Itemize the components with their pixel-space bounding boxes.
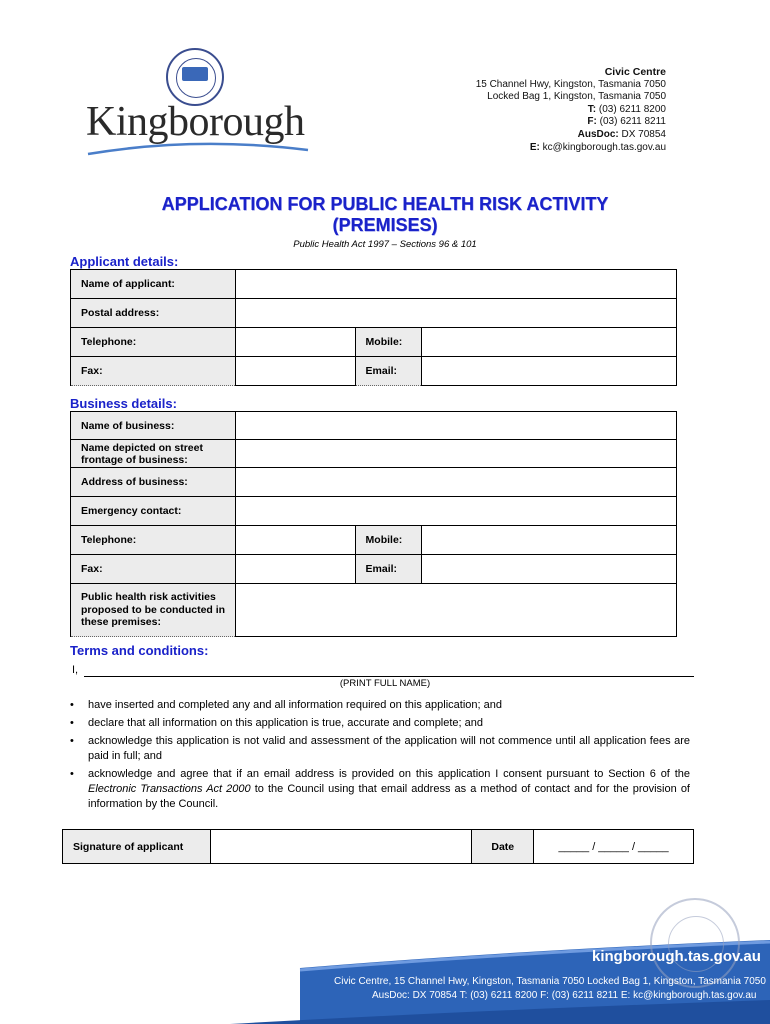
bullet-icon: • [70, 699, 74, 711]
street-frontage-name-label: Name depicted on street frontage of business: [71, 440, 236, 468]
business-telephone-field[interactable] [235, 526, 355, 555]
business-table [70, 411, 677, 637]
footer-seal-watermark [650, 898, 740, 988]
postal-address-field[interactable] [235, 299, 676, 328]
business-address-label: Address of business: [71, 468, 236, 497]
civic-address-1: 15 Channel Hwy, Kingston, Tasmania 7050 [475, 78, 666, 90]
business-email-field[interactable] [421, 555, 677, 584]
bullet-icon: • [70, 717, 74, 729]
terms-item: • have inserted and completed any and all information required on this application; and [70, 699, 502, 711]
brand-swoosh [86, 138, 316, 158]
applicant-mobile-field[interactable] [421, 328, 677, 357]
civic-heading: Civic Centre [604, 66, 666, 78]
seal-emblem-icon [182, 67, 208, 81]
business-mobile-field[interactable] [421, 526, 677, 555]
terms-item: • acknowledge and agree that if an email address is provided on this application I consent pursuant to Section 6 of the Electronic Transactions Act 2000 to the Council using that email address as a method of contact and for the provision of information by the Council. [70, 768, 690, 810]
postal-address-label: Postal address: [71, 299, 236, 328]
applicant-fax-field[interactable] [235, 357, 355, 386]
i-prefix: I, [72, 664, 79, 676]
applicant-telephone-field[interactable] [235, 328, 355, 357]
applicant-fax-label: Fax: [71, 357, 236, 386]
civic-ausdoc: AusDoc: DX 70854 [577, 128, 666, 140]
footer-website[interactable]: kingborough.tas.gov.au [592, 948, 761, 965]
name-of-applicant-field[interactable] [235, 270, 676, 299]
terms-item: • declare that all information on this application is true, accurate and complete; and [70, 717, 484, 729]
applicant-email-label: Email: [355, 357, 421, 386]
signature-label: Signature of applicant [63, 830, 211, 864]
business-fax-field[interactable] [235, 555, 355, 584]
applicant-mobile-label: Mobile: [355, 328, 421, 357]
print-full-name-caption: (PRINT FULL NAME) [339, 678, 431, 689]
civic-centre-contact [476, 66, 666, 154]
civic-phone: T: (03) 6211 8200 [587, 103, 666, 115]
bullet-icon: • [70, 768, 74, 780]
emergency-contact-field[interactable] [235, 497, 676, 526]
applicant-section-heading: Applicant details: [70, 254, 179, 269]
business-section-heading: Business details: [70, 396, 177, 411]
business-telephone-label: Telephone: [71, 526, 236, 555]
date-field[interactable]: _____ / _____ / _____ [534, 830, 694, 864]
name-of-business-field[interactable] [235, 412, 676, 440]
risk-activities-field[interactable] [235, 584, 676, 637]
print-full-name-field[interactable] [84, 676, 694, 677]
street-frontage-name-field[interactable] [235, 440, 676, 468]
bullet-icon: • [70, 735, 74, 747]
brand-wordmark: Kingborough [86, 99, 305, 145]
applicant-telephone-label: Telephone: [71, 328, 236, 357]
page-subtitle: Public Health Act 1997 – Sections 96 & 101 [293, 239, 477, 250]
footer-address: Civic Centre, 15 Channel Hwy, Kingston, Tasmania 7050 Locked Bag 1, Kingston, Tasmania 7050 [334, 976, 766, 987]
page-title: APPLICATION FOR PUBLIC HEALTH RISK ACTIVITY (PREMISES) [161, 194, 609, 235]
footer-contacts: AusDoc: DX 70854 T: (03) 6211 8200 F: (03) 6211 8211 E: kc@kingborough.tas.gov.au [372, 990, 757, 1001]
civic-address-2: Locked Bag 1, Kingston, Tasmania 7050 [487, 91, 666, 103]
civic-email: E: kc@kingborough.tas.gov.au [529, 141, 666, 153]
terms-item: • acknowledge this application is not valid and assessment of the application will not commence until all application fees are paid in full; and [70, 735, 690, 762]
civic-fax: F: (03) 6211 8211 [587, 116, 666, 128]
business-email-label: Email: [355, 555, 421, 584]
signature-table [62, 829, 694, 864]
emergency-contact-label: Emergency contact: [71, 497, 236, 526]
date-label: Date [472, 830, 534, 864]
signature-field[interactable] [210, 830, 471, 864]
applicant-table [70, 269, 677, 386]
applicant-email-field[interactable] [421, 357, 677, 386]
terms-section-heading: Terms and conditions: [70, 643, 209, 658]
risk-activities-label: Public health risk activities proposed to be conducted in these premises: [71, 584, 236, 637]
name-of-applicant-label: Name of applicant: [71, 270, 236, 299]
business-mobile-label: Mobile: [355, 526, 421, 555]
terms-list [70, 698, 690, 815]
act-name: Electronic Transactions Act 2000 [88, 783, 251, 795]
business-fax-label: Fax: [71, 555, 236, 584]
business-address-field[interactable] [235, 468, 676, 497]
name-of-business-label: Name of business: [71, 412, 236, 440]
